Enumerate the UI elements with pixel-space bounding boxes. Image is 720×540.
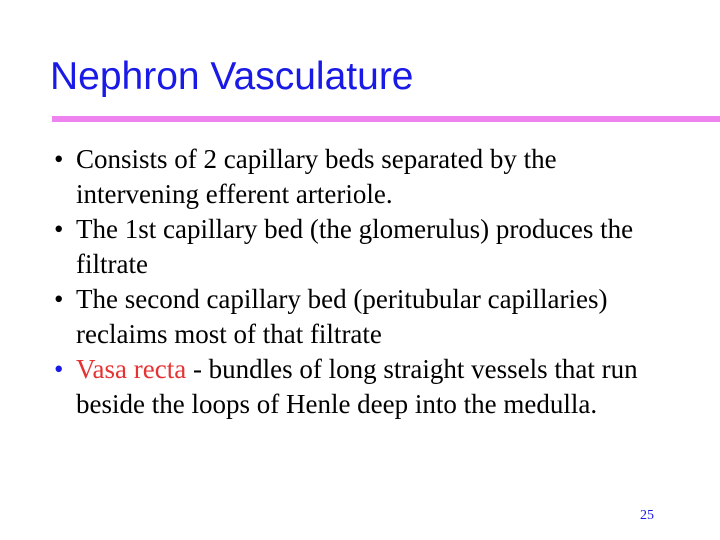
bullet-dot-icon: • [54, 354, 64, 384]
bullet-text: The second capillary bed (peritubular capillaries) reclaims most of that filtrate [76, 284, 608, 349]
bullet-item-1 [54, 142, 674, 212]
bullet-dot-icon: • [54, 214, 64, 244]
slide-title: Nephron Vasculature [50, 55, 414, 98]
bullet-dot-icon: • [54, 144, 64, 174]
bullet-item-4 [54, 352, 674, 422]
title-underline-rule [52, 116, 720, 122]
term-vasa-recta: Vasa recta [76, 354, 187, 384]
slide-number: 25 [640, 508, 654, 523]
bullet-text: - bundles of long straight vessels that run beside the loops of Henle deep into the medulla. [76, 354, 638, 419]
bullet-text: The 1st capillary bed (the glomerulus) produces the filtrate [76, 214, 634, 279]
bullet-item-3 [54, 282, 674, 352]
bullet-text: Consists of 2 capillary beds separated by the intervening efferent arteriole. [76, 144, 557, 209]
bullet-list [54, 142, 674, 422]
bullet-item-2 [54, 212, 674, 282]
bullet-dot-icon: • [54, 284, 64, 314]
